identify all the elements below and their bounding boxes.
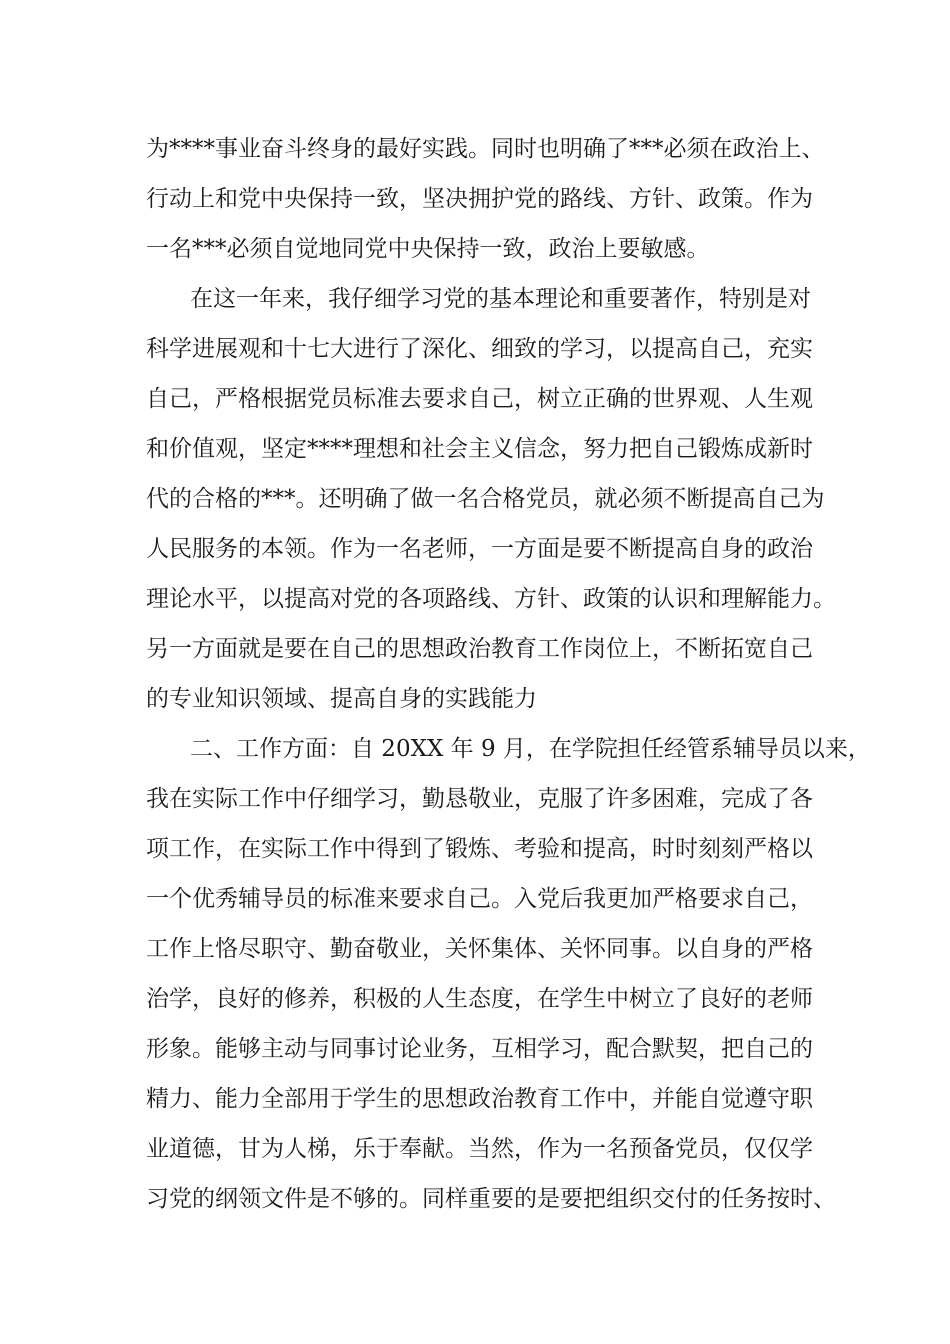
text-line: 我在实际工作中仔细学习，勤恳敬业，克服了许多困难，完成了各 (146, 786, 813, 812)
text-line: 理论水平，以提高对党的各项路线、方针、政策的认识和理解能力。 (146, 586, 836, 612)
text-line: 为****事业奋斗终身的最好实践。同时也明确了***必须在政治上、 (146, 136, 825, 162)
text-line: 自己，严格根据党员标准去要求自己，树立正确的世界观、人生观 (146, 386, 813, 412)
text-line: 项工作，在实际工作中得到了锻炼、考验和提高，时时刻刻严格以 (146, 836, 813, 862)
text-line: 一名***必须自觉地同党中央保持一致，政治上要敏感。 (146, 236, 710, 262)
text-line: 形象。能够主动与同事讨论业务，互相学习，配合默契，把自己的 (146, 1036, 813, 1062)
text-line: 另一方面就是要在自己的思想政治教育工作岗位上，不断拓宽自己 (146, 636, 813, 662)
text-line: 业道德，甘为人梯，乐于奉献。当然，作为一名预备党员，仅仅学 (146, 1136, 813, 1162)
paragraph-start-line: 在这一年来，我仔细学习党的基本理论和重要著作，特别是对 (190, 286, 811, 312)
text-line: 人民服务的本领。作为一名老师，一方面是要不断提高自身的政治 (146, 536, 813, 562)
text-line: 工作上恪尽职守、勤奋敬业，关怀集体、关怀同事。以自身的严格 (146, 936, 813, 962)
text-line: 科学进展观和十七大进行了深化、细致的学习，以提高自己，充实 (146, 336, 813, 362)
text-line: 行动上和党中央保持一致，坚决拥护党的路线、方针、政策。作为 (146, 186, 813, 212)
text-line: 代的合格的***。还明确了做一名合格党员，就必须不断提高自己为 (146, 486, 825, 512)
paragraph-start-line: 二、工作方面：自 20XX 年 9 月，在学院担任经管系辅导员以来， (190, 736, 871, 762)
text-line: 习党的纲领文件是不够的。同样重要的是要把组织交付的任务按时、 (146, 1186, 836, 1212)
text-line: 的专业知识领域、提高自身的实践能力 (146, 686, 537, 712)
text-line: 治学，良好的修养，积极的人生态度，在学生中树立了良好的老师 (146, 986, 813, 1012)
text-line: 一个优秀辅导员的标准来要求自己。入党后我更加严格要求自己， (146, 886, 813, 912)
text-line: 和价值观，坚定****理想和社会主义信念，努力把自己锻炼成新时 (146, 436, 813, 462)
text-line: 精力、能力全部用于学生的思想政治教育工作中，并能自觉遵守职 (146, 1086, 813, 1112)
